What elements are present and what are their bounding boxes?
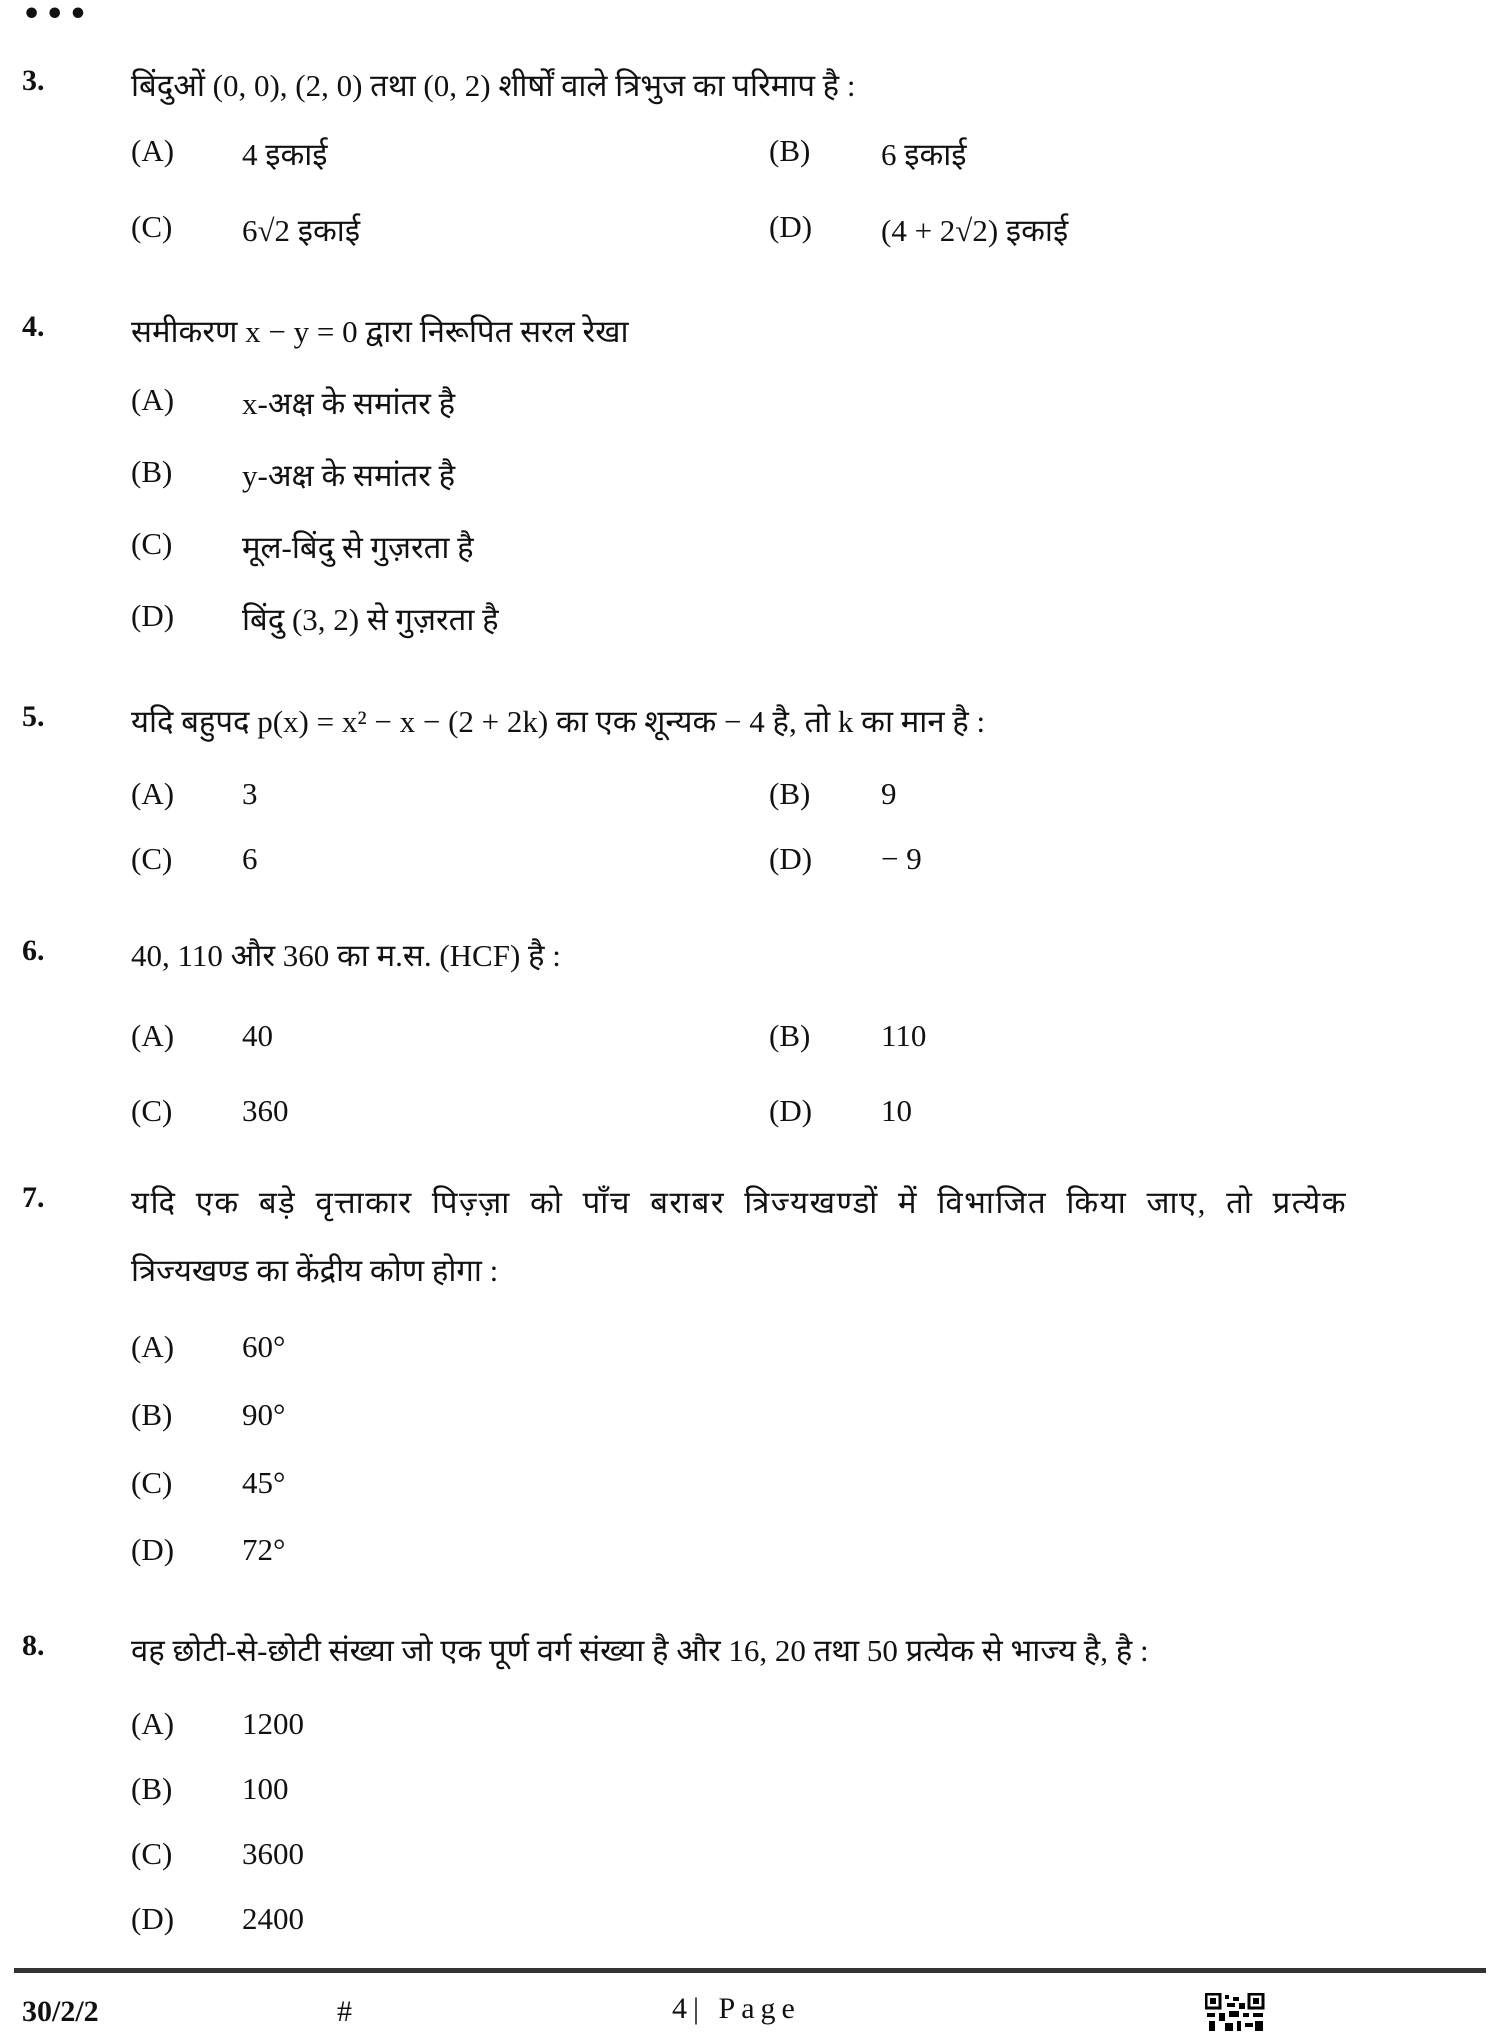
option-value: मूल-बिंदु से गुज़रता है [242,530,474,565]
option-value: 45° [242,1465,286,1500]
option-label: (A) [131,1706,175,1741]
option-label: (A) [131,776,175,811]
option-label: (D) [131,1532,175,1567]
option-label: (D) [769,841,813,876]
option-label: (C) [131,526,173,561]
option-label: (C) [131,1465,173,1500]
question-text: 40, 110 और 360 का म.स. (HCF) है : [131,938,561,973]
question-number: 3. [22,64,45,97]
option-label: (D) [131,598,175,633]
option-value: 90° [242,1397,286,1432]
option-value: 2400 [242,1901,304,1936]
option-value: 100 [242,1771,289,1806]
option-value: बिंदु (3, 2) से गुज़रता है [242,602,499,637]
question-text: यदि बहुपद p(x) = x² − x − (2 + 2k) का एक शून्यक − 4 है, तो k का मान है : [131,704,986,739]
qr-code-icon [1205,1993,1265,2034]
question-text-continued: त्रिज्यखण्ड का केंद्रीय कोण होगा : [131,1253,499,1288]
option-value: 6 इकाई [881,137,967,172]
option-label: (B) [131,1771,173,1806]
option-label: (A) [131,1018,175,1053]
option-value: 3600 [242,1836,304,1871]
option-value: x-अक्ष के समांतर है [242,386,456,421]
option-label: (A) [131,382,175,417]
page-number: 4| Page [672,1992,801,2025]
option-value: 10 [881,1093,912,1128]
option-value: (4 + 2√2) इकाई [881,213,1069,248]
question-number: 8. [22,1629,45,1662]
option-value: y-अक्ष के समांतर है [242,458,456,493]
option-label: (C) [131,1093,173,1128]
option-value: 4 इकाई [242,137,328,172]
option-value: 1200 [242,1706,304,1741]
option-value: 6 [242,841,258,876]
question-number: 7. [22,1181,45,1214]
option-label: (C) [131,209,173,244]
option-label: (D) [131,1901,175,1936]
question-text: यदि एक बड़े वृत्ताकार पिज़्ज़ा को पाँच बराबर त्रिज्यखण्डों में विभाजित किया जाए, तो प्रत्येक [131,1185,1348,1220]
option-label: (B) [769,133,811,168]
option-label: (B) [131,1397,173,1432]
question-number: 4. [22,310,45,343]
page-continuation-dots: ••• [22,0,92,32]
option-value: 6√2 इकाई [242,213,361,248]
option-label: (C) [131,1836,173,1871]
question-text: बिंदुओं (0, 0), (2, 0) तथा (0, 2) शीर्षों वाले त्रिभुज का परिमाप है : [131,68,856,103]
option-value: 40 [242,1018,273,1053]
question-number: 6. [22,934,45,967]
option-value: 3 [242,776,258,811]
option-value: − 9 [881,841,922,876]
question-number: 5. [22,700,45,733]
footer-divider [14,1968,1486,1973]
option-label: (A) [131,133,175,168]
option-label: (D) [769,1093,813,1128]
option-label: (A) [131,1329,175,1364]
question-text: वह छोटी-से-छोटी संख्या जो एक पूर्ण वर्ग संख्या है और 16, 20 तथा 50 प्रत्येक से भाज्य है, है : [131,1633,1149,1668]
option-value: 110 [881,1018,927,1053]
option-label: (C) [131,841,173,876]
option-label: (B) [131,454,173,489]
option-value: 9 [881,776,897,811]
option-label: (D) [769,209,813,244]
option-value: 72° [242,1532,286,1567]
question-text: समीकरण x − y = 0 द्वारा निरूपित सरल रेखा [131,314,629,349]
option-label: (B) [769,1018,811,1053]
hash-mark: # [337,1995,352,2028]
option-value: 60° [242,1329,286,1364]
paper-code: 30/2/2 [22,1995,99,2028]
option-label: (B) [769,776,811,811]
option-value: 360 [242,1093,289,1128]
